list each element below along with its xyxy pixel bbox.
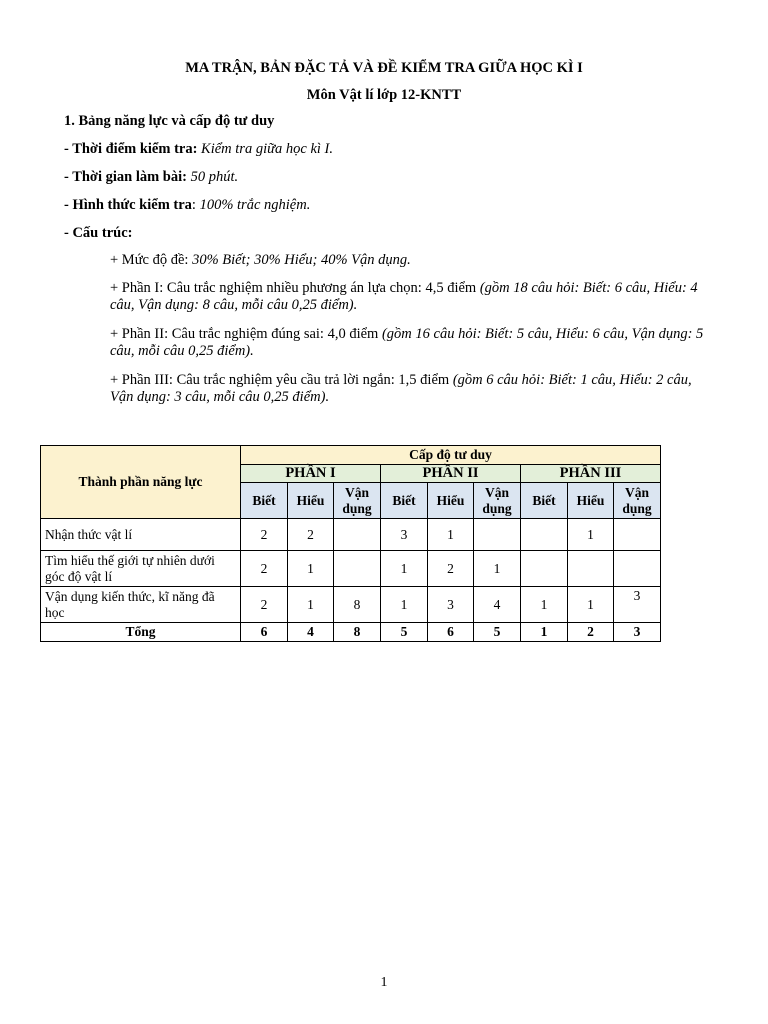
- format-label: - Hình thức kiểm tra: [64, 197, 192, 213]
- group-header-cell: Cấp độ tư duy: [241, 446, 661, 465]
- total-cell: 8: [334, 623, 381, 642]
- value-cell: 1: [568, 587, 614, 623]
- value-cell: 2: [241, 587, 288, 623]
- document-subtitle: Môn Vật lí lớp 12-KNTT: [306, 87, 462, 103]
- section-heading: 1. Bảng năng lực và cấp độ tư duy: [64, 113, 275, 129]
- level-header-cell: Hiểu: [288, 483, 334, 519]
- total-cell: 6: [241, 623, 288, 642]
- value-cell: 1: [474, 551, 521, 587]
- duration-label: - Thời gian làm bài:: [64, 169, 187, 185]
- value-cell: [568, 551, 614, 587]
- value-cell: 1: [288, 551, 334, 587]
- competency-matrix-table: [40, 445, 661, 642]
- value-cell: [614, 551, 661, 587]
- level-header-cell: Vận dụng: [614, 483, 661, 519]
- total-cell: 5: [474, 623, 521, 642]
- total-cell: 5: [381, 623, 428, 642]
- value-cell: 3: [428, 587, 474, 623]
- exam-time-value: Kiểm tra giữa học kì I.: [201, 141, 333, 157]
- level-header-cell: Vận dụng: [474, 483, 521, 519]
- value-cell: 3: [381, 519, 428, 551]
- level-header-cell: Vận dụng: [334, 483, 381, 519]
- exam-time-line: [64, 141, 333, 158]
- format-line: [64, 197, 310, 214]
- value-cell: [474, 519, 521, 551]
- part-header-cell: PHẦN I: [241, 465, 381, 483]
- part1-prefix: + Phần I: Câu trắc nghiệm nhiều phương án lựa chọn: 4,5 điểm: [110, 280, 477, 296]
- total-row: [41, 623, 661, 642]
- value-cell: 1: [428, 519, 474, 551]
- level-header-cell: Hiểu: [568, 483, 614, 519]
- total-cell: 2: [568, 623, 614, 642]
- level-prefix: + Mức độ đề:: [110, 252, 189, 268]
- value-cell: 4: [474, 587, 521, 623]
- table-row: [41, 551, 661, 587]
- part-header-cell: PHẦN II: [381, 465, 521, 483]
- value-cell: 2: [428, 551, 474, 587]
- total-cell: 1: [521, 623, 568, 642]
- total-cell: 4: [288, 623, 334, 642]
- table-row: [41, 519, 661, 551]
- level-value: 30% Biết; 30% Hiểu; 40% Vận dụng.: [192, 252, 411, 268]
- format-colon: :: [191, 197, 196, 213]
- value-cell: [521, 519, 568, 551]
- page-number: 1: [380, 975, 388, 990]
- row-header-cell: Thành phần năng lực: [41, 446, 241, 519]
- part3-prefix: + Phần III: Câu trắc nghiệm yêu cầu trả lời ngắn: 1,5 điểm: [110, 372, 450, 388]
- part3-detail: (gồm 6 câu hỏi: Biết: 1 câu, Hiểu: 2 câu, Vận dụng: 3 câu, mỗi câu 0,25 điểm).: [110, 372, 692, 405]
- structure-label: [64, 225, 132, 242]
- duration-line: [64, 169, 238, 186]
- part2-detail: (gồm 16 câu hỏi: Biết: 5 câu, Hiểu: 6 câu, Vận dụng: 5 câu, mỗi câu 0,25 điểm).: [110, 326, 704, 359]
- total-cell: 6: [428, 623, 474, 642]
- level-header-cell: Biết: [241, 483, 288, 519]
- part3-line: [110, 372, 710, 406]
- value-cell: 8: [334, 587, 381, 623]
- total-label-cell: Tổng: [41, 623, 241, 642]
- value-cell: 1: [381, 551, 428, 587]
- exam-time-label: - Thời điểm kiểm tra:: [64, 141, 198, 157]
- row-label-cell: Nhận thức vật lí: [41, 519, 241, 551]
- row-label-cell: Vận dụng kiến thức, kĩ năng đã học: [41, 587, 241, 623]
- total-cell: 3: [614, 623, 661, 642]
- part1-detail: (gồm 18 câu hỏi: Biết: 6 câu, Hiểu: 4 câu, Vận dụng: 8 câu, mỗi câu 0,25 điểm).: [110, 280, 698, 313]
- value-cell: [521, 551, 568, 587]
- level-header-cell: Hiểu: [428, 483, 474, 519]
- level-line: [110, 252, 710, 269]
- document-title: MA TRẬN, BẢN ĐẶC TẢ VÀ ĐỀ KIỂM TRA GIỮA HỌC KÌ I: [185, 60, 583, 76]
- row-label-cell: Tìm hiểu thế giới tự nhiên dưới góc độ vật lí: [41, 551, 241, 587]
- value-cell: [334, 519, 381, 551]
- value-cell: 1: [521, 587, 568, 623]
- value-cell: [614, 519, 661, 551]
- part2-line: [110, 326, 710, 360]
- duration-value: 50 phút.: [190, 169, 239, 185]
- part1-line: [110, 280, 710, 314]
- value-cell: 2: [288, 519, 334, 551]
- value-cell: 2: [241, 519, 288, 551]
- format-value: 100% trắc nghiệm.: [199, 197, 311, 213]
- part-header-cell: PHẦN III: [521, 465, 661, 483]
- value-cell: 3: [614, 587, 661, 623]
- part2-prefix: + Phần II: Câu trắc nghiệm đúng sai: 4,0 điểm: [110, 326, 379, 342]
- value-cell: 2: [241, 551, 288, 587]
- level-header-cell: Biết: [381, 483, 428, 519]
- value-cell: 1: [568, 519, 614, 551]
- structure-label-text: - Cấu trúc:: [64, 225, 133, 241]
- level-header-cell: Biết: [521, 483, 568, 519]
- value-cell: 1: [288, 587, 334, 623]
- value-cell: [334, 551, 381, 587]
- value-cell: 1: [381, 587, 428, 623]
- table-row: [41, 587, 661, 623]
